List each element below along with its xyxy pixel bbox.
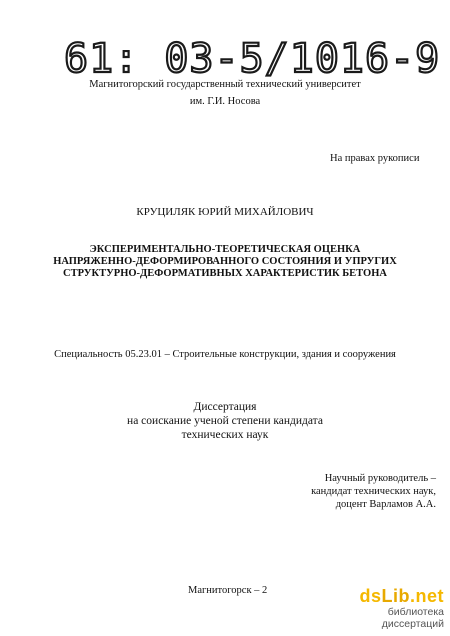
dissertation-title — [0, 244, 450, 280]
dslib-logo — [324, 586, 444, 606]
title-line-1: ЭКСПЕРИМЕНТАЛЬНО-ТЕОРЕТИЧЕСКАЯ ОЦЕНКА — [89, 244, 361, 255]
title-line-3: СТРУКТУРНО-ДЕФОРМАТИВНЫХ ХАРАКТЕРИСТИК БЕТОНА — [63, 268, 387, 279]
university-name: Магнитогорский государственный технический университет — [89, 79, 361, 90]
city-year: Магнитогорск – 2 — [188, 585, 268, 596]
author-name: КРУЦИЛЯК ЮРИЙ МИХАЙЛОВИЧ — [136, 206, 314, 218]
watermark-subtitle: библиотека диссертаций — [381, 606, 444, 630]
logo-net: .net — [409, 586, 444, 606]
dissertation-field: технических наук — [181, 429, 269, 441]
title-line-2: НАПРЯЖЕННО-ДЕФОРМИРОВАННОГО СОСТОЯНИЯ И УПРУГИХ — [53, 256, 397, 267]
manuscript-rights: На правах рукописи — [330, 153, 420, 164]
logo-lib: Lib — [381, 586, 410, 606]
advisor-line-1: Научный руководитель – — [324, 473, 436, 484]
advisor-line-2: кандидат технических наук, — [311, 486, 436, 497]
dissertation-degree-block — [0, 400, 450, 442]
dissertation-degree: на соискание ученой степени кандидата — [127, 415, 323, 427]
scientific-advisor — [290, 472, 436, 511]
logo-ds: ds — [359, 586, 382, 606]
advisor-line-3: доцент Варламов А.А. — [335, 499, 436, 510]
handwritten-number-text: 61: 03-5/1016-9 — [64, 36, 441, 82]
dissertation-heading: Диссертация — [193, 401, 257, 413]
dslib-watermark — [324, 586, 444, 630]
handwritten-archive-number — [62, 28, 441, 84]
university-named-after: им. Г.И. Носова — [189, 96, 261, 107]
specialty-line: Специальность 05.23.01 – Строительные конструкции, здания и сооружения — [54, 349, 396, 360]
